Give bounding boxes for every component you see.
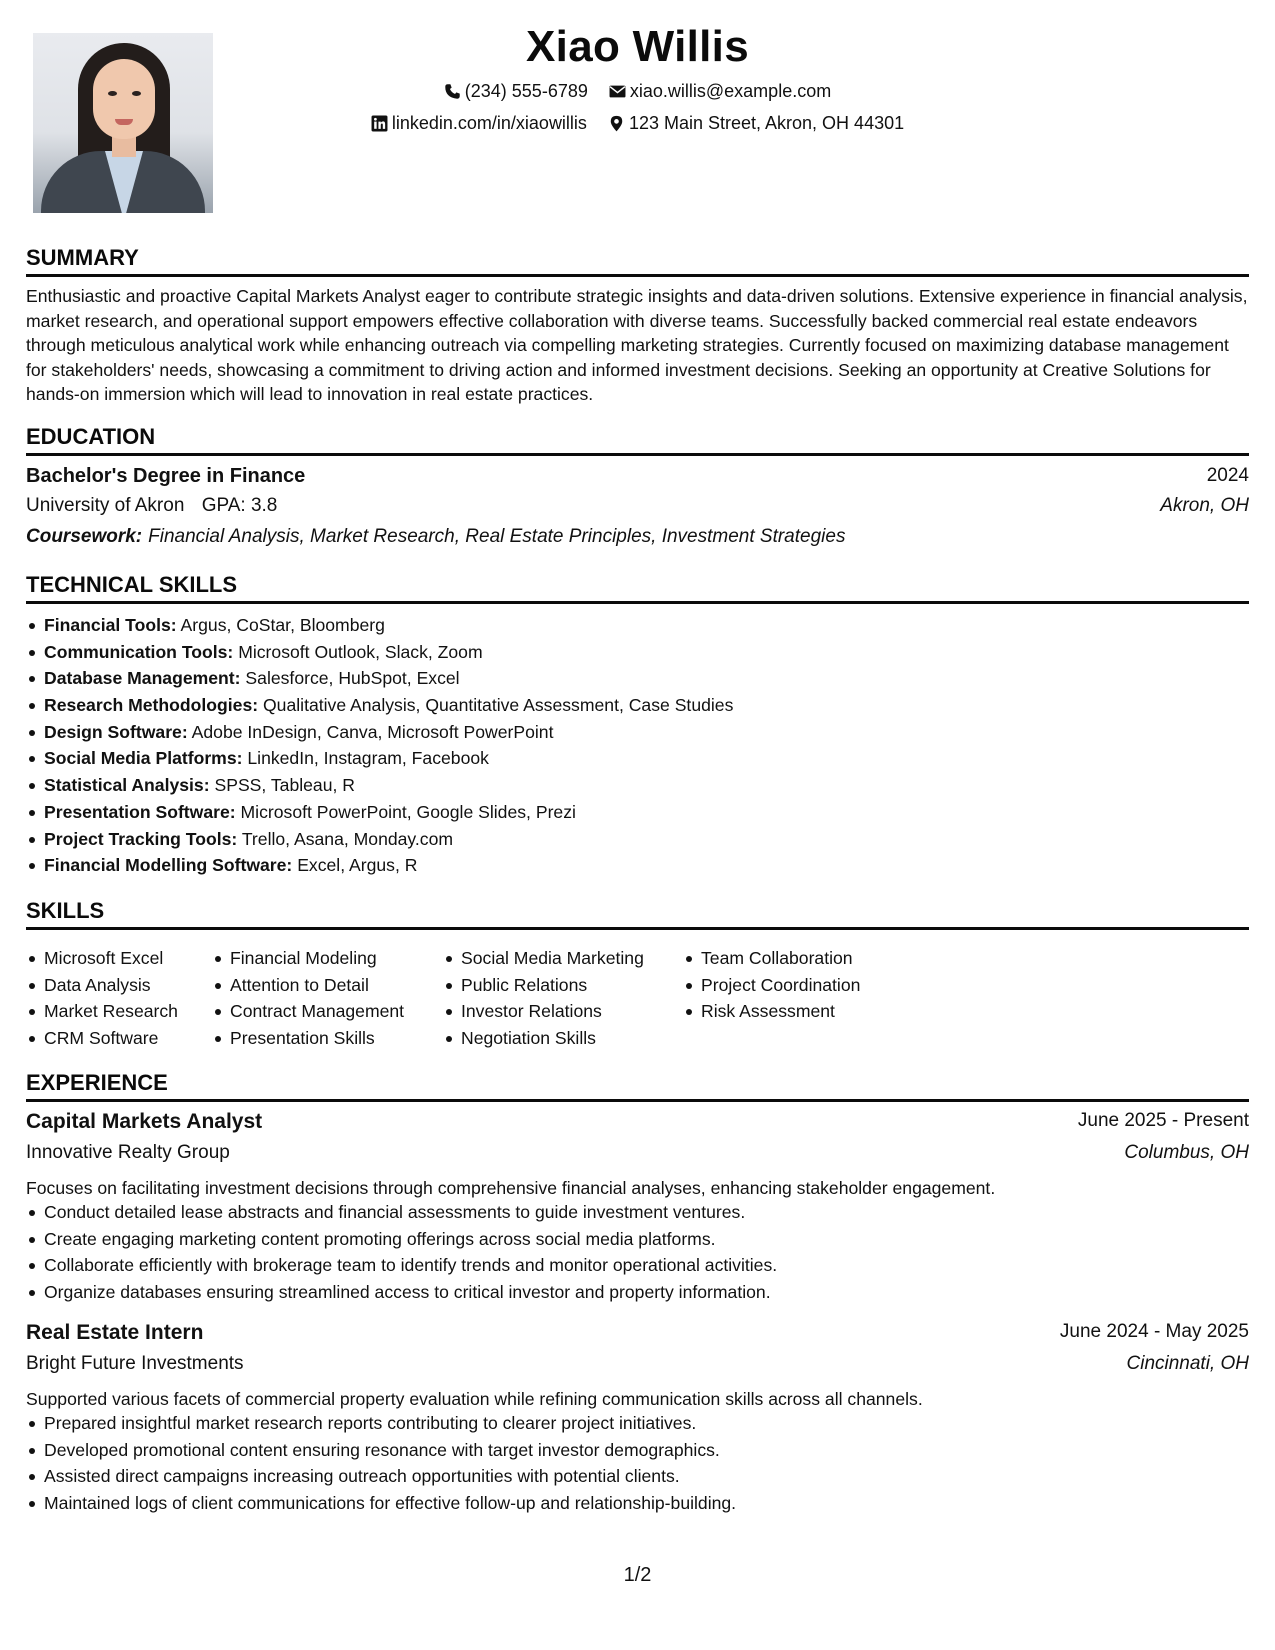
skills-column-1 [26, 945, 178, 1052]
candidate-name: Xiao Willis [526, 22, 749, 71]
contact-row-1 [0, 81, 1275, 105]
skills-heading: SKILLS [26, 898, 105, 923]
phone-text: (234) 555-6789 [464, 81, 588, 101]
tech-skill-item: Financial Modelling Software: Excel, Argus, R [26, 852, 1249, 879]
tech-skill-item: Social Media Platforms: LinkedIn, Instagram, Facebook [26, 745, 1249, 772]
phone-icon [444, 83, 461, 100]
coursework-row [26, 526, 1249, 548]
page-number: 1/2 [623, 1564, 652, 1586]
skill-item: Team Collaboration [683, 945, 860, 972]
tech-skill-item: Design Software: Adobe InDesign, Canva, Microsoft PowerPoint [26, 719, 1249, 746]
skills-column-2 [212, 945, 404, 1052]
job-summary: Focuses on facilitating investment decisions through comprehensive financial analyses, enhancing stakeholder engagement. [26, 1178, 996, 1198]
graduation-year: 2024 [1206, 465, 1249, 486]
skills-column-3 [443, 945, 644, 1052]
job-1-bullets [26, 1199, 1249, 1306]
skill-item: Negotiation Skills [443, 1025, 644, 1052]
job-summary: Supported various facets of commercial property evaluation while refining communication skills across all channels. [26, 1389, 923, 1409]
skill-item: Presentation Skills [212, 1025, 404, 1052]
summary-text: Enthusiastic and proactive Capital Markets Analyst eager to contribute strategic insights and data-driven solutions. Extensive experience in financial analysis, market research, and operational support empowers effective collaboration with diverse teams. Successfully backed commercial real estate endeavors through meticulous analytical work while enhancing outreach via compelling marketing strategies. Currently focused on maximizing database management for stakeholders' needs, showcasing a commitment to driving action and informed investment decisions. Seeking an opportunity at Creative Solutions for hands-on immersion which will lead to innovation in real estate practices. [26, 286, 1248, 405]
experience-heading: EXPERIENCE [26, 1070, 168, 1095]
linkedin-icon [371, 115, 388, 132]
skill-item: Risk Assessment [683, 998, 860, 1025]
phone-contact[interactable] [444, 81, 588, 102]
summary-divider [26, 274, 1249, 277]
email-contact[interactable] [609, 81, 831, 102]
degree-name: Bachelor's Degree in Finance [26, 465, 306, 487]
job-bullet: Assisted direct campaigns increasing outreach opportunities with potential clients. [26, 1463, 1249, 1490]
education-degree-row [26, 465, 1249, 488]
job-bullet: Prepared insightful market research reports contributing to clearer project initiatives. [26, 1410, 1249, 1437]
skill-item: Microsoft Excel [26, 945, 178, 972]
map-pin-icon [608, 115, 625, 132]
job-title: Capital Markets Analyst [26, 1110, 263, 1133]
job-bullet: Conduct detailed lease abstracts and financial assessments to guide investment ventures. [26, 1199, 1249, 1226]
skill-item: Financial Modeling [212, 945, 404, 972]
skill-item: Market Research [26, 998, 178, 1025]
skills-column-4 [683, 945, 860, 1025]
education-divider [26, 453, 1249, 456]
linkedin-contact[interactable] [371, 113, 587, 134]
job-2-bullets [26, 1410, 1249, 1517]
job-bullet: Organize databases ensuring streamlined access to critical investor and property information. [26, 1279, 1249, 1306]
experience-divider [26, 1099, 1249, 1102]
address-text: 123 Main Street, Akron, OH 44301 [628, 113, 905, 133]
skill-item: CRM Software [26, 1025, 178, 1052]
skill-item: Contract Management [212, 998, 404, 1025]
education-heading: EDUCATION [26, 424, 156, 449]
tech-skill-item: Research Methodologies: Qualitative Analysis, Quantitative Assessment, Case Studies [26, 692, 1249, 719]
company-name: Bright Future Investments [26, 1353, 244, 1374]
coursework-label: Coursework: [26, 526, 143, 547]
skill-item: Attention to Detail [212, 972, 404, 999]
address-contact [608, 113, 904, 134]
education-school-row [26, 495, 1249, 517]
tech-skill-item: Financial Tools: Argus, CoStar, Bloomberg [26, 612, 1249, 639]
job-bullet: Maintained logs of client communications for effective follow-up and relationship-building. [26, 1490, 1249, 1517]
job-dates: June 2025 - Present [1077, 1110, 1249, 1131]
linkedin-text: linkedin.com/in/xiaowillis [391, 113, 587, 133]
skill-item: Project Coordination [683, 972, 860, 999]
email-text: xiao.willis@example.com [629, 81, 832, 101]
school-name: University of Akron [26, 495, 185, 516]
tech-skill-item: Statistical Analysis: SPSS, Tableau, R [26, 772, 1249, 799]
job-2-title-row [26, 1321, 1249, 1345]
job-1-title-row [26, 1110, 1249, 1134]
job-bullet: Developed promotional content ensuring resonance with target investor demographics. [26, 1437, 1249, 1464]
job-location: Cincinnati, OH [1126, 1353, 1249, 1374]
skill-item: Public Relations [443, 972, 644, 999]
envelope-icon [609, 83, 626, 100]
tech-skill-item: Communication Tools: Microsoft Outlook, Slack, Zoom [26, 639, 1249, 666]
tech-skill-item: Project Tracking Tools: Trello, Asana, Monday.com [26, 826, 1249, 853]
job-bullet: Create engaging marketing content promoting offerings across social media platforms. [26, 1226, 1249, 1253]
job-2-company-row [26, 1353, 1249, 1375]
technical-skills-heading: TECHNICAL SKILLS [26, 572, 238, 597]
tech-skill-item: Presentation Software: Microsoft PowerPoint, Google Slides, Prezi [26, 799, 1249, 826]
company-name: Innovative Realty Group [26, 1142, 230, 1163]
skill-item: Social Media Marketing [443, 945, 644, 972]
skill-item: Investor Relations [443, 998, 644, 1025]
job-1-company-row [26, 1142, 1249, 1164]
skills-divider [26, 927, 1249, 930]
job-location: Columbus, OH [1124, 1142, 1249, 1163]
job-dates: June 2024 - May 2025 [1059, 1321, 1249, 1342]
summary-heading: SUMMARY [26, 245, 139, 270]
technical-skills-list [26, 612, 1249, 879]
coursework-list: Financial Analysis, Market Research, Real Estate Principles, Investment Strategies [148, 526, 846, 547]
school-location: Akron, OH [1160, 495, 1249, 516]
tech-skill-item: Database Management: Salesforce, HubSpot, Excel [26, 665, 1249, 692]
technical-skills-divider [26, 601, 1249, 604]
contact-row-2 [0, 113, 1275, 137]
gpa: GPA: 3.8 [201, 495, 278, 516]
skill-item: Data Analysis [26, 972, 178, 999]
job-bullet: Collaborate efficiently with brokerage team to identify trends and monitor operational activities. [26, 1252, 1249, 1279]
job-title: Real Estate Intern [26, 1321, 204, 1344]
